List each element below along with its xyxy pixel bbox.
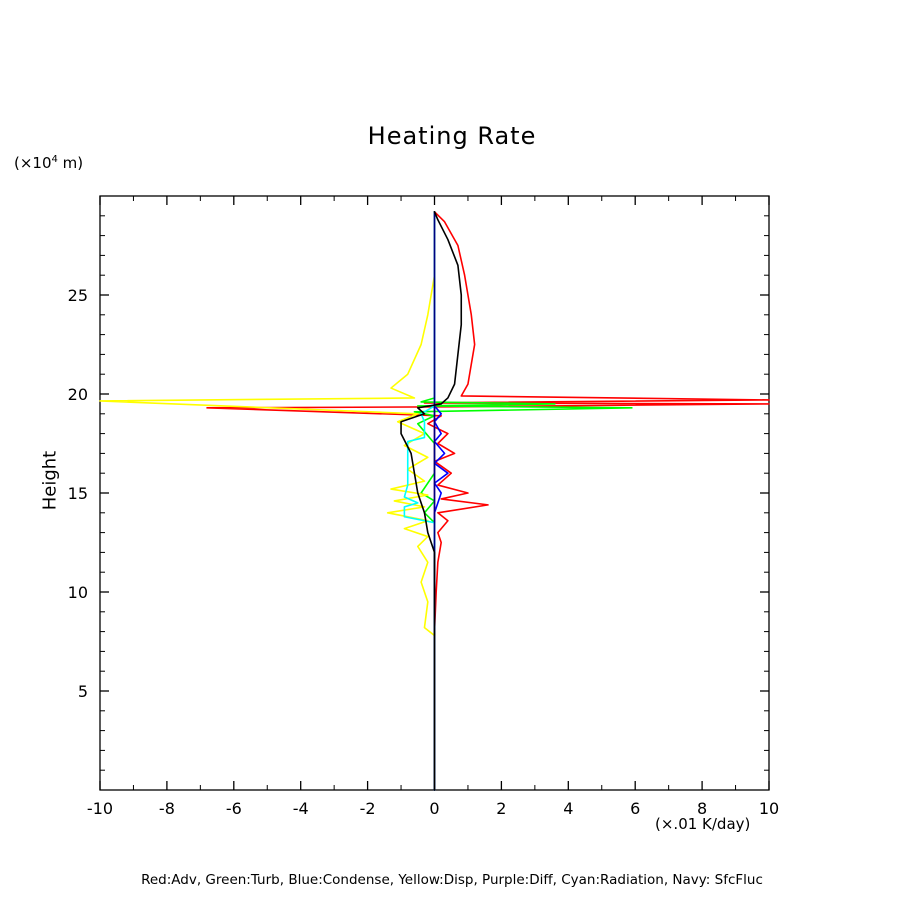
series-line-disp	[100, 212, 435, 790]
y-tick-label: 15	[67, 484, 88, 503]
y-tick-label: 25	[67, 286, 88, 305]
series-line-turb	[414, 212, 631, 790]
chart-title: Heating Rate	[367, 122, 537, 150]
y-axis-unit-label: ($\times 10^4$ m)	[14, 154, 84, 172]
y-tick-label: 10	[67, 583, 88, 602]
x-tick-label: -4	[292, 799, 309, 818]
series-legend: Red:Adv, Green:Turb, Blue:Condense, Yellow:Disp, Purple:Diff, Cyan:Radiation, Navy: SfcFluc	[141, 872, 763, 888]
x-tick-label: 0	[429, 799, 440, 818]
series-line-condense	[435, 212, 448, 790]
x-tick-label: -10	[86, 799, 114, 818]
y-tick-label: 20	[67, 385, 88, 404]
x-tick-label: 8	[697, 799, 708, 818]
y-tick-label: 5	[77, 682, 88, 701]
x-tick-label: -6	[225, 799, 242, 818]
x-tick-label: -8	[158, 799, 175, 818]
x-tick-label: 10	[758, 799, 780, 818]
x-tick-label: 4	[563, 799, 574, 818]
x-tick-label: 2	[496, 799, 507, 818]
y-axis-title: Height	[39, 450, 61, 511]
x-tick-label: 6	[630, 799, 641, 818]
x-tick-label: -2	[359, 799, 376, 818]
series-line-adv	[207, 212, 769, 790]
x-axis-unit-label: (×.01 K/day)	[655, 815, 751, 833]
